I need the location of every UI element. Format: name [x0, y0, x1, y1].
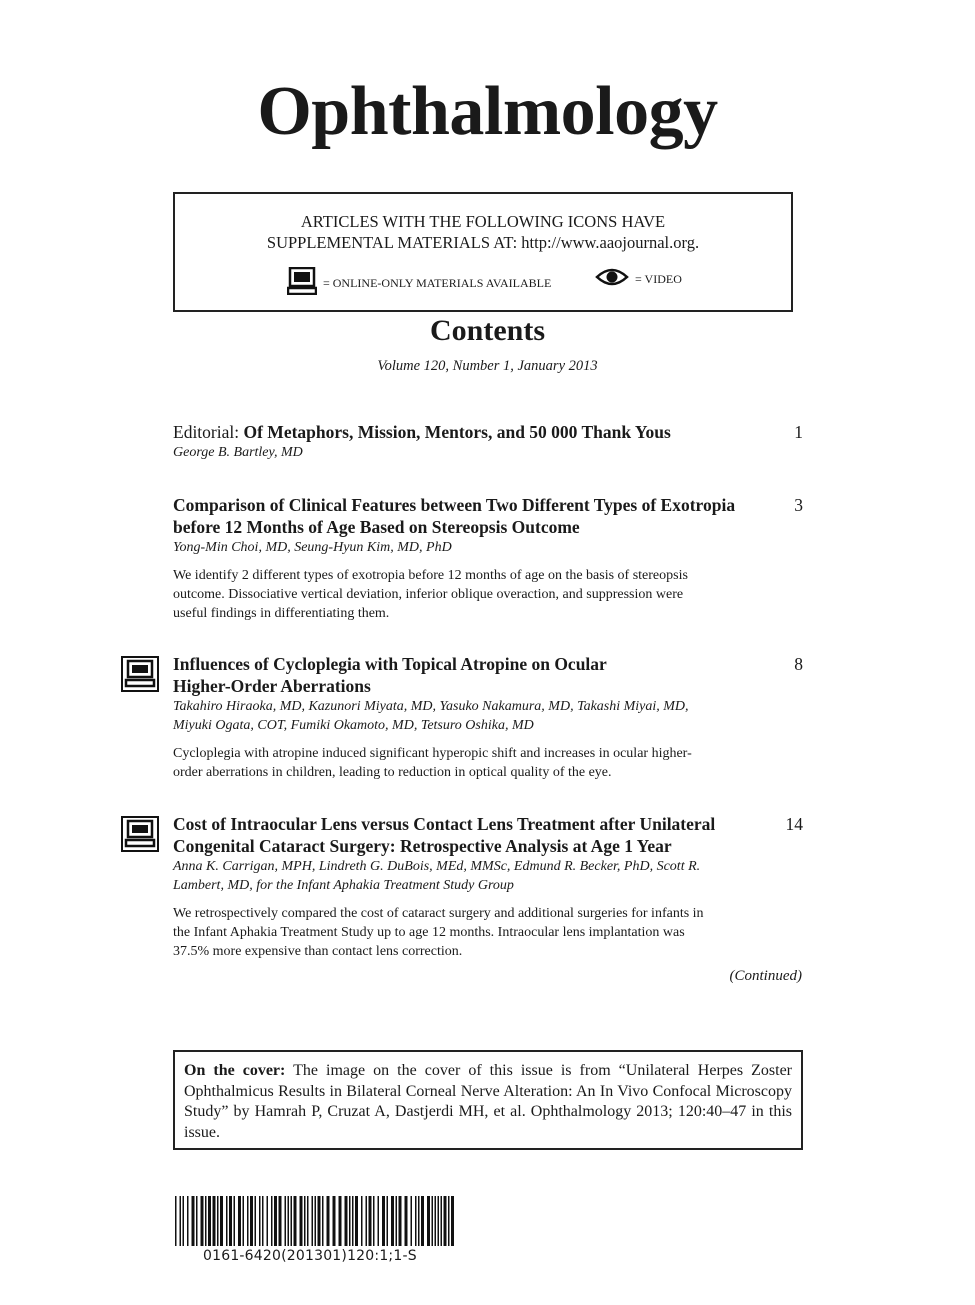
eye-icon	[595, 267, 629, 291]
article-3[interactable]	[173, 653, 803, 782]
online-legend-label: = ONLINE-ONLY MATERIALS AVAILABLE	[323, 275, 552, 290]
video-legend	[595, 267, 682, 291]
article-summary: We retrospectively compared the cost of cataract surgery and additional surgeries for infants in the Infant Aphakia Treatment Study up to age 12 months. Intraocular lens implantation was 37.5% more expensive than contact lens correction.	[173, 906, 704, 959]
online-materials-icon[interactable]	[121, 656, 159, 697]
barcode-bar	[444, 1196, 447, 1246]
barcode-bar	[255, 1196, 257, 1246]
barcode-bars	[173, 1196, 458, 1248]
barcode-bar	[438, 1196, 440, 1246]
continued-note: (Continued)	[729, 968, 802, 984]
barcode-bar	[192, 1196, 195, 1246]
barcode-bar	[187, 1196, 189, 1246]
barcode-bar	[243, 1196, 245, 1246]
barcode-bar	[307, 1196, 309, 1246]
barcode-bar	[271, 1196, 273, 1246]
barcode-bar	[229, 1196, 232, 1246]
barcode-text: 0161-6420(201301)120:1;1-S	[203, 1248, 417, 1264]
barcode	[173, 1196, 458, 1264]
barcode-bar	[220, 1196, 223, 1246]
barcode-bar	[234, 1196, 236, 1246]
barcode-bar	[322, 1196, 324, 1246]
barcode-bar	[288, 1196, 290, 1246]
article-2[interactable]	[173, 494, 803, 623]
barcode-bar	[279, 1196, 282, 1246]
barcode-bar	[333, 1196, 336, 1246]
article-title[interactable]: Comparison of Clinical Features between Two Different Types of Exotropia before 12 Months of Age Based on Stereopsis Outcome	[173, 495, 736, 537]
barcode-bar	[399, 1196, 402, 1246]
barcode-bar	[421, 1196, 424, 1246]
barcode-bar	[411, 1196, 413, 1246]
barcode-bar	[361, 1196, 363, 1246]
barcode-bar	[396, 1196, 398, 1246]
computer-icon	[287, 267, 317, 299]
article-4[interactable]	[173, 813, 803, 961]
article-page: 14	[785, 814, 803, 834]
barcode-bar	[183, 1196, 185, 1246]
barcode-bar	[247, 1196, 249, 1246]
supplemental-line-1: ARTICLES WITH THE FOLLOWING ICONS HAVE	[300, 212, 666, 231]
barcode-bar	[405, 1196, 408, 1246]
supplemental-line-2: SUPPLEMENTAL MATERIALS AT: http://www.aaojournal.org.	[266, 233, 700, 252]
barcode-bar	[441, 1196, 443, 1246]
barcode-bar	[315, 1196, 317, 1246]
barcode-bar	[318, 1196, 321, 1246]
barcode-bar	[427, 1196, 430, 1246]
barcode-bar	[175, 1196, 177, 1246]
barcode-bar	[180, 1196, 182, 1246]
barcode-bar	[345, 1196, 348, 1246]
issue-info: Volume 120, Number 1, January 2013	[377, 358, 598, 374]
cover-description-box	[173, 1050, 803, 1150]
article-prefix: Editorial:	[173, 422, 244, 442]
video-legend-label: = VIDEO	[635, 271, 682, 286]
article-authors: Yong-Min Choi, MD, Seung-Hyun Kim, MD, PhD	[173, 540, 452, 555]
barcode-bar	[352, 1196, 354, 1246]
barcode-bar	[432, 1196, 434, 1246]
barcode-bar	[391, 1196, 394, 1246]
article-summary: Cycloplegia with atropine induced significant hyperopic shift and increases in ocular higher-order aberrations in children, leading to reduction in optical quality of the eye.	[173, 746, 692, 780]
barcode-bar	[415, 1196, 417, 1246]
computer-icon	[121, 816, 159, 852]
barcode-bar	[217, 1196, 219, 1246]
barcode-bar	[291, 1196, 293, 1246]
supplemental-materials-box	[173, 192, 793, 312]
barcode-bar	[294, 1196, 297, 1246]
barcode-bar	[267, 1196, 269, 1246]
article-page: 3	[794, 495, 803, 515]
barcode-bar	[349, 1196, 351, 1246]
barcode-bar	[387, 1196, 389, 1246]
online-materials-icon[interactable]	[121, 816, 159, 857]
barcode-bar	[259, 1196, 261, 1246]
barcode-bar	[300, 1196, 303, 1246]
barcode-bar	[435, 1196, 437, 1246]
barcode-bar	[250, 1196, 253, 1246]
article-title[interactable]	[173, 421, 793, 443]
barcode-bar	[418, 1196, 420, 1246]
journal-title: Ophthalmology	[257, 73, 718, 150]
article-title[interactable]: Influences of Cycloplegia with Topical Atropine on Ocular Higher-Order Aberrations	[173, 654, 607, 696]
barcode-bar	[196, 1196, 198, 1246]
barcode-bar	[366, 1196, 368, 1246]
barcode-bar	[238, 1196, 241, 1246]
article-1[interactable]	[173, 421, 803, 462]
barcode-bar	[285, 1196, 287, 1246]
cover-text: The image on the cover of this issue is from “Unilateral Herpes Zoster Ophthalmicus Results in Bilateral Corneal Nerve Alteration: An In Vivo Confocal Microscopy Study” by Hamrah P, Cruzat A, Dastjerdi MH, et al. Ophthalmology 2013; 120:40–47 in this issue.	[184, 1062, 793, 1141]
article-title[interactable]: Cost of Intraocular Lens versus Contact Lens Treatment after Unilateral Congenital Cataract Surgery: Retrospective Analysis at Age 1 Year	[173, 814, 716, 856]
barcode-bar	[312, 1196, 314, 1246]
barcode-bar	[274, 1196, 277, 1246]
icon-legend	[175, 261, 791, 291]
barcode-bar	[205, 1196, 207, 1246]
barcode-bar	[262, 1196, 264, 1246]
online-legend	[287, 267, 551, 299]
article-summary: We identify 2 different types of exotropia before 12 months of age on the basis of stereopsis outcome. Dissociative vertical deviation, inferior oblique overaction, and suppression were useful findings in differentiating them.	[173, 568, 688, 621]
article-page: 1	[794, 422, 803, 442]
barcode-bar	[213, 1196, 216, 1246]
barcode-bar	[373, 1196, 375, 1246]
barcode-bar	[201, 1196, 204, 1246]
barcode-bar	[448, 1196, 450, 1246]
barcode-bar	[369, 1196, 372, 1246]
computer-icon	[121, 656, 159, 692]
barcode-bar	[378, 1196, 380, 1246]
barcode-bar	[382, 1196, 385, 1246]
article-title-text: Of Metaphors, Mission, Mentors, and 50 000 Thank Yous	[243, 422, 671, 442]
barcode-bar	[304, 1196, 306, 1246]
barcode-bar	[226, 1196, 228, 1246]
barcode-bar	[327, 1196, 330, 1246]
barcode-bar	[355, 1196, 358, 1246]
article-authors: Takahiro Hiraoka, MD, Kazunori Miyata, MD, Yasuko Nakamura, MD, Takashi Miyai, MD, Miyuki Ogata, COT, Fumiki Okamoto, MD, Tetsuro Oshika, MD	[173, 699, 689, 733]
contents-heading: Contents	[429, 314, 545, 347]
article-authors: Anna K. Carrigan, MPH, Lindreth G. DuBois, MEd, MMSc, Edmund R. Becker, PhD, Scott R. Lambert, MD, for the Infant Aphakia Treatment Study Group	[173, 859, 701, 893]
barcode-bar	[451, 1196, 454, 1246]
cover-label: On the cover:	[184, 1062, 286, 1079]
article-page: 8	[794, 654, 803, 674]
article-authors: George B. Bartley, MD	[173, 445, 303, 460]
barcode-bar	[339, 1196, 342, 1246]
barcode-bar	[208, 1196, 211, 1246]
